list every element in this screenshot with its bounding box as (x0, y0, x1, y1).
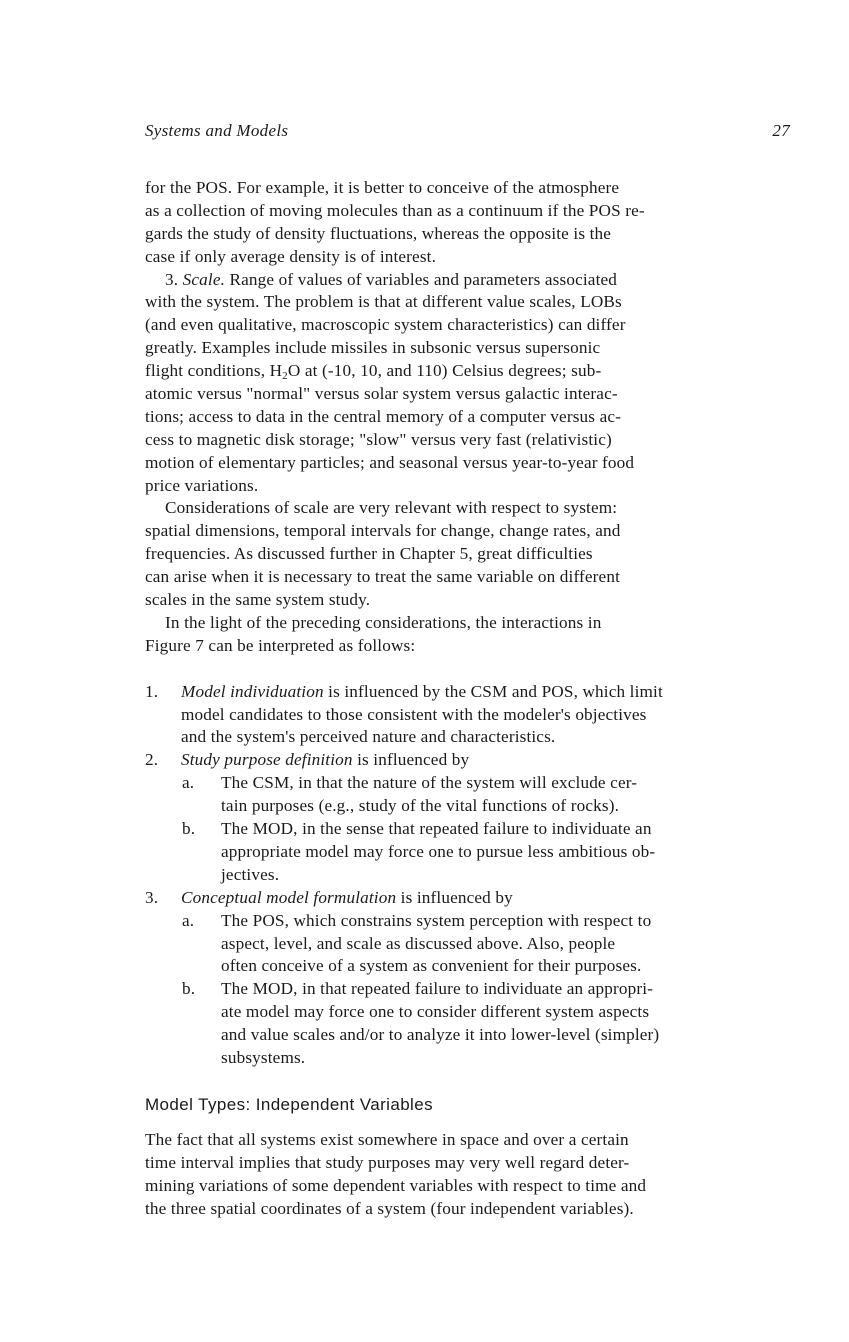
paragraph-scale-definition (145, 269, 790, 498)
list-term: Study purpose definition (181, 750, 353, 770)
text-line: Considerations of scale are very relevant with respect to system: (165, 498, 618, 518)
text-line: The MOD, in that repeated failure to individuate an appropri- (221, 979, 654, 999)
text-line: cess to magnetic disk storage; "slow" versus very fast (relativistic) (145, 429, 612, 449)
text-line: subsystems. (221, 1047, 306, 1067)
text-line: ate model may force one to consider different system aspects (221, 1002, 650, 1022)
text-line: In the light of the preceding considerations, the interactions in (165, 612, 602, 632)
list-term: Conceptual model formulation (181, 887, 397, 907)
list-item-conceptual-model (145, 887, 790, 910)
text-line: case if only average density is of interest. (145, 246, 437, 266)
running-head (145, 118, 790, 144)
text-line: The CSM, in that the nature of the system will exclude cer- (221, 773, 638, 793)
text-line: mining variations of some dependent variables with respect to time and (145, 1175, 647, 1195)
list-number: 1. (145, 681, 159, 701)
sublist-item-mod-failure (145, 978, 790, 1070)
paragraph-interactions-intro (145, 612, 790, 658)
text-line (145, 269, 790, 292)
sublist-letter: b. (182, 979, 196, 999)
text-line (181, 749, 790, 772)
list-text: is influenced by the CSM and POS, which limit (323, 681, 663, 701)
text-line: jectives. (221, 864, 280, 884)
text-line: aspect, level, and scale as discussed above. Also, people (221, 933, 616, 953)
text-line-h2o (145, 360, 790, 383)
paragraph-considerations-of-scale (145, 497, 790, 611)
text-line (181, 887, 790, 910)
scale-number: 3. (165, 269, 179, 289)
paragraph-pos-continuation (145, 177, 790, 269)
text-line: model candidates to those consistent with the modeler's objectives (181, 704, 647, 724)
text-line: The POS, which constrains system perception with respect to (221, 910, 652, 930)
text-line: The fact that all systems exist somewhere in space and over a certain (145, 1129, 629, 1149)
text-line: and value scales and/or to analyze it into lower-level (simpler) (221, 1025, 660, 1045)
scale-first-line-rest: Range of values of variables and parameters associated (225, 269, 618, 289)
running-head-title: Systems and Models (145, 121, 289, 140)
list-item-model-individuation (145, 681, 790, 750)
text-line: gards the study of density fluctuations, whereas the opposite is the (145, 223, 612, 243)
text-line: The MOD, in the sense that repeated failure to individuate an (221, 819, 652, 839)
list-text: is influenced by (352, 750, 470, 770)
text-line: as a collection of moving molecules than as a continuum if the POS re- (145, 200, 645, 220)
sublist-letter: a. (182, 910, 195, 930)
text-line: time interval implies that study purposes may very well regard deter- (145, 1152, 630, 1172)
list-item-study-purpose (145, 749, 790, 772)
text-line: often conceive of a system as convenient for their purposes. (221, 956, 642, 976)
text-line: for the POS. For example, it is better to conceive of the atmosphere (145, 178, 620, 197)
text-line: spatial dimensions, temporal intervals for change, change rates, and (145, 521, 621, 541)
text-line: tain purposes (e.g., study of the vital functions of rocks). (221, 796, 620, 816)
body-text (145, 177, 790, 1070)
page-number: 27 (772, 121, 790, 140)
list-number: 2. (145, 750, 159, 770)
h2o-text-after: O at (-10, 10, and 110) Celsius degrees; sub- (287, 361, 602, 381)
text-line: price variations. (145, 475, 259, 495)
text-line: motion of elementary particles; and seasonal versus year-to-year food (145, 452, 635, 472)
text-line: (and even qualitative, macroscopic system characteristics) can differ (145, 315, 626, 335)
text-line: the three spatial coordinates of a system (four independent variables). (145, 1198, 634, 1218)
text-line: atomic versus "normal" versus solar system versus galactic interac- (145, 384, 618, 404)
text-line: frequencies. As discussed further in Chapter 5, great difficulties (145, 544, 593, 564)
spacer (145, 658, 790, 681)
paragraph-independent-variables (145, 1129, 790, 1221)
list-text: is influenced by (396, 887, 513, 907)
scale-term: Scale. (182, 269, 226, 289)
section-heading: Model Types: Independent Variables (145, 1094, 433, 1114)
sublist-item-csm (145, 772, 790, 818)
text-line: Figure 7 can be interpreted as follows: (145, 635, 416, 655)
text-line: scales in the same system study. (145, 590, 371, 610)
list-term: Model individuation (181, 681, 324, 701)
book-page (145, 118, 790, 1220)
sublist-item-pos (145, 910, 790, 979)
text-line: appropriate model may force one to pursue less ambitious ob- (221, 841, 656, 861)
text-line: can arise when it is necessary to treat the same variable on different (145, 567, 621, 587)
h2o-subscript: 2 (282, 370, 288, 383)
text-line: tions; access to data in the central memory of a computer versus ac- (145, 406, 621, 426)
sublist-item-mod (145, 818, 790, 887)
sublist-letter: a. (182, 773, 195, 793)
text-line: greatly. Examples include missiles in subsonic versus supersonic (145, 338, 601, 358)
text-line (181, 681, 790, 704)
h2o-text-before: flight conditions, H (145, 361, 283, 381)
interactions-list (145, 681, 790, 1070)
list-number: 3. (145, 887, 159, 907)
sublist-letter: b. (182, 819, 196, 839)
text-line: and the system's perceived nature and characteristics. (181, 727, 556, 747)
text-line: with the system. The problem is that at different value scales, LOBs (145, 292, 622, 312)
